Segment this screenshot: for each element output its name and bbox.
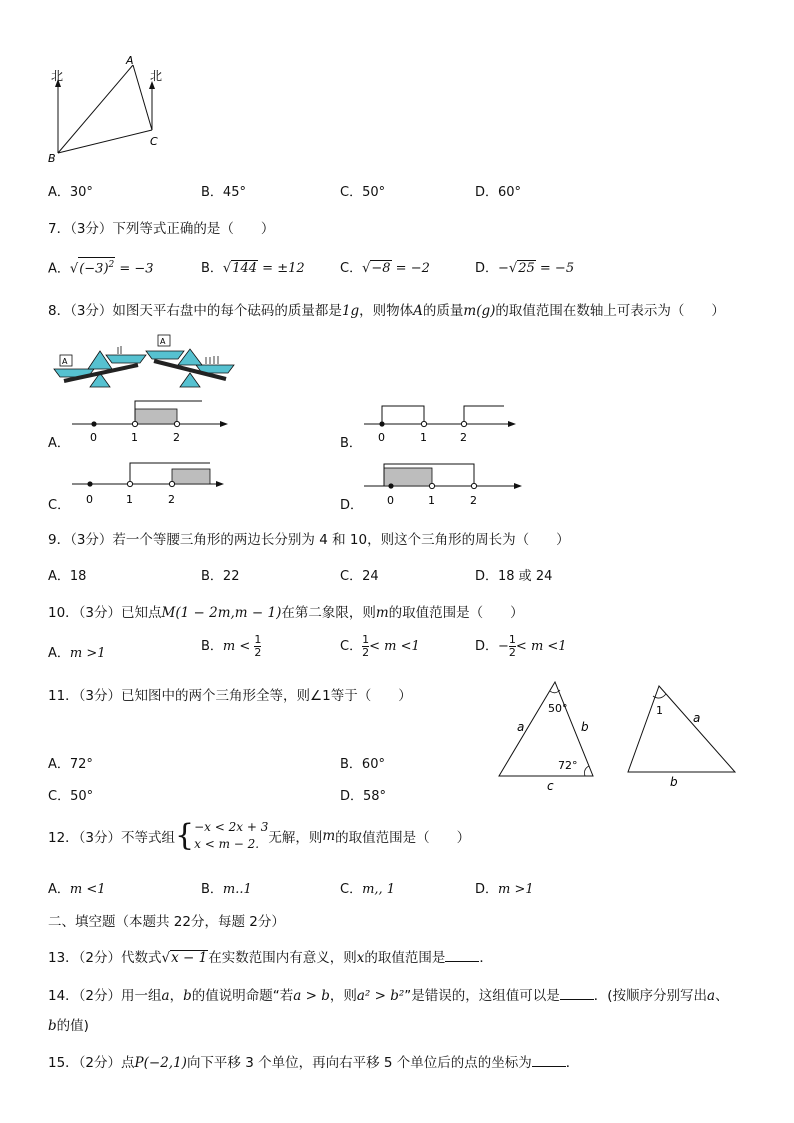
q10-c-label: C． <box>340 639 363 654</box>
side-a-label: a <box>517 720 525 734</box>
q10-option-c <box>340 634 420 659</box>
q14-tail: ．(按顺序分别写出 <box>593 988 708 1004</box>
number-line-c <box>72 460 232 508</box>
q11-option-c: C．50° <box>48 789 94 804</box>
q14-stem-line2 <box>48 1014 89 1034</box>
sqrt-sign: √ <box>362 261 371 276</box>
tick-2: 2 <box>173 431 180 444</box>
q8-stem <box>48 299 725 319</box>
q12-option-a: A．m <1 <box>48 882 106 897</box>
q8-option-c-label: C． <box>48 498 71 513</box>
tick-2: 2 <box>168 493 175 506</box>
q10-d-label: D． <box>475 639 499 654</box>
tick-1: 1 <box>428 494 435 507</box>
q13-stem-post: 的取值范围是 <box>364 950 446 966</box>
q12-option-c: C．m,, 1 <box>340 882 396 897</box>
q11-option-a: A．72° <box>48 757 93 772</box>
q7-d-rhs: = −5 <box>535 261 575 276</box>
q10-d-math: < m <1 <box>515 639 567 654</box>
q7-a-inner: (−3) <box>79 261 109 277</box>
sqrt-sign: √ <box>222 261 232 276</box>
point-b-label: B <box>48 152 56 165</box>
q7-option-c <box>340 257 430 276</box>
q10-stem-mid: 在第二象限，则 <box>281 605 376 621</box>
inequality-2: x < m − 2. <box>194 837 260 851</box>
sqrt-sign: √ <box>161 950 171 966</box>
q6-option-b: B．45° <box>201 185 246 200</box>
q7-c-label: C． <box>340 261 363 276</box>
q7-a-rhs: = −3 <box>115 261 154 277</box>
q9-option-a: A．18 <box>48 569 87 584</box>
balance-scales-figure <box>50 333 240 393</box>
number-line-d <box>364 460 528 508</box>
inequality-1: −x < 2x + 3 <box>194 820 269 834</box>
q13-stem-pre: 13．（2分）代数式 <box>48 950 162 966</box>
q10-a-math: m >1 <box>69 646 106 661</box>
fraction-one-half: $\frac{1}{2}$ <box>508 633 516 659</box>
object-box-a2-label: A <box>160 337 166 346</box>
angle-72-label: 72° <box>558 759 578 772</box>
sqrt-sign: √ <box>508 261 518 276</box>
object-box-a-label: A <box>62 357 68 366</box>
q14-stem-pre: 14．（2分）用一组 <box>48 988 162 1004</box>
sqrt-sign: √ <box>69 261 79 277</box>
q11-option-b: B．60° <box>340 757 385 772</box>
tick-0: 0 <box>86 493 93 506</box>
q10-point: M(1 − 2m,m − 1) <box>161 605 282 621</box>
q7-a-label: A． <box>48 261 70 277</box>
tick-1: 1 <box>420 431 427 444</box>
q13-radicand: x − 1 <box>171 950 208 966</box>
q10-var: m <box>375 605 389 621</box>
q8-option-a-label: A． <box>48 436 70 451</box>
q10-stem <box>48 601 524 621</box>
q15-stem <box>48 1051 579 1071</box>
q14-stem-mid: 的值说明命题“若 <box>191 988 294 1004</box>
q9-option-c: C．24 <box>340 569 379 584</box>
q7-option-a <box>48 257 154 276</box>
q8-var-m: m(g) <box>463 303 496 319</box>
q7-c-radicand: −8 <box>371 261 391 276</box>
q8-var-a: A <box>413 303 423 319</box>
q7-b-radicand: 144 <box>232 261 258 276</box>
q14-tail-sep: 、 <box>715 988 729 1004</box>
q15-end: ． <box>565 1055 580 1071</box>
triangle-2 <box>628 686 735 772</box>
q13-end: ． <box>479 950 493 966</box>
q7-d-label: D． <box>475 261 499 276</box>
q13-stem-mid: 在实数范围内有意义，则 <box>208 950 357 966</box>
q12-stem <box>48 818 470 858</box>
angle-1-label: 1 <box>656 704 663 717</box>
triangle-1 <box>499 682 593 776</box>
q8-stem-mid: ，则物体 <box>359 303 414 319</box>
q6-option-a: A．30° <box>48 185 93 200</box>
q8-stem-post: 的取值范围在数轴上可表示为（ ） <box>495 303 725 319</box>
q11-stem: 11．（3分）已知图中的两个三角形全等，则∠1等于（ ） <box>48 688 412 704</box>
q12-option-b: B．m..1 <box>201 882 252 897</box>
q7-stem: 7．（3分）下列等式正确的是（ ） <box>48 221 275 237</box>
section-2-heading: 二、填空题（本题共 22分，每题 2分） <box>48 914 285 930</box>
q10-d-pre: − <box>498 639 509 654</box>
q8-unit: 1g <box>341 303 360 319</box>
q12-stem-pre: 12．（3分）不等式组 <box>48 830 176 846</box>
q14-b: b <box>183 988 192 1004</box>
system-brace: { <box>175 818 195 853</box>
balance-right <box>146 335 234 387</box>
answer-blank[interactable] <box>532 1054 566 1067</box>
q10-b-label: B． <box>201 639 223 654</box>
number-line-a <box>72 398 232 446</box>
q12-stem-post: 的取值范围是（ ） <box>335 830 471 846</box>
q10-option-a <box>48 642 106 661</box>
q14-cond: a > b <box>293 988 330 1004</box>
q14-line2: 的值) <box>56 1018 89 1034</box>
q10-stem-post: 的取值范围是（ ） <box>388 605 524 621</box>
q6-option-d: D．60° <box>475 185 522 200</box>
q11-option-d: D．58° <box>340 789 387 804</box>
north-label-1: 北 <box>51 69 64 83</box>
q13-var: x <box>356 950 365 966</box>
tick-0: 0 <box>387 494 394 507</box>
q12-option-d: D．m >1 <box>475 882 534 897</box>
q9-option-d: D．18 或 24 <box>475 569 553 584</box>
point-a-label: A <box>126 54 134 67</box>
q14-concl: a² > b² <box>356 988 405 1004</box>
congruent-triangles-figure <box>495 676 745 796</box>
side-a2-label: a <box>693 711 701 725</box>
tick-2: 2 <box>470 494 477 507</box>
tick-1: 1 <box>126 493 133 506</box>
q14-sep: ， <box>169 988 184 1004</box>
q7-a-radicand <box>78 257 115 276</box>
q7-option-d <box>475 257 574 276</box>
q7-c-rhs: = −2 <box>391 261 430 276</box>
compass-figure <box>40 55 180 165</box>
q13-stem <box>48 946 493 966</box>
q14-mid2: ，则 <box>329 988 357 1004</box>
answer-blank[interactable] <box>445 949 479 962</box>
q10-stem-pre: 10．（3分）已知点 <box>48 605 162 621</box>
q14-stem-post: ”是错误的，这组值可以是 <box>404 988 560 1004</box>
q6-option-c: C．50° <box>340 185 386 200</box>
q10-option-d <box>475 634 567 659</box>
q9-option-b: B．22 <box>201 569 240 584</box>
angle-50-label: 50° <box>548 702 568 715</box>
tick-2: 2 <box>460 431 467 444</box>
q14-a: a <box>161 988 170 1004</box>
q7-b-rhs: = ±12 <box>258 261 305 276</box>
inequality-system <box>194 819 268 853</box>
q8-option-b-label: B． <box>340 436 362 451</box>
tick-0: 0 <box>378 431 385 444</box>
q10-b-math: m < <box>222 639 251 654</box>
q15-stem-pre: 15．（2分）点 <box>48 1055 135 1071</box>
q8-stem-pre: 8．（3分）如图天平右盘中的每个砝码的质量都是 <box>48 303 342 319</box>
q14-stem <box>48 984 729 1004</box>
q12-var: m <box>322 828 336 844</box>
q8-stem-mid2: 的质量 <box>422 303 464 319</box>
q15-point: P(−2,1) <box>134 1055 187 1071</box>
segment-ba <box>58 65 133 153</box>
q7-option-b <box>201 257 305 276</box>
north-label-2: 北 <box>150 69 163 83</box>
number-line-b <box>364 398 524 446</box>
fraction-one-half: $\frac{1}{2}$ <box>362 633 370 659</box>
fraction-one-half: $\frac{1}{2}$ <box>254 633 262 659</box>
side-b2-label: b <box>670 775 678 789</box>
tick-0: 0 <box>90 431 97 444</box>
q10-c-math: < m <1 <box>369 639 420 654</box>
q10-option-b <box>201 634 261 659</box>
segment-bc <box>58 130 152 153</box>
side-b-label: b <box>581 720 589 734</box>
point-c-label: C <box>150 135 158 148</box>
q12-stem-mid: 无解，则 <box>268 830 323 846</box>
q7-d-radicand: 25 <box>518 261 535 276</box>
q15-stem-post: 向下平移 3 个单位，再向右平移 5 个单位后的点的坐标为 <box>186 1055 532 1071</box>
q7-d-pre: − <box>498 261 509 276</box>
q14-tail-a: a <box>707 988 716 1004</box>
balance-left <box>54 346 146 387</box>
angle-arc-72 <box>585 766 590 776</box>
tick-1: 1 <box>131 431 138 444</box>
q8-option-d-label: D． <box>340 498 364 513</box>
q14-line2-b: b <box>48 1018 57 1034</box>
q9-stem: 9．（3分）若一个等腰三角形的两边长分别为 4 和 10，则这个三角形的周长为（ ） <box>48 532 570 548</box>
answer-blank[interactable] <box>560 987 594 1000</box>
q7-a-exp: 2 <box>108 260 115 270</box>
q10-a-label: A． <box>48 646 70 661</box>
q7-b-label: B． <box>201 261 223 276</box>
side-c-label: c <box>547 779 554 793</box>
